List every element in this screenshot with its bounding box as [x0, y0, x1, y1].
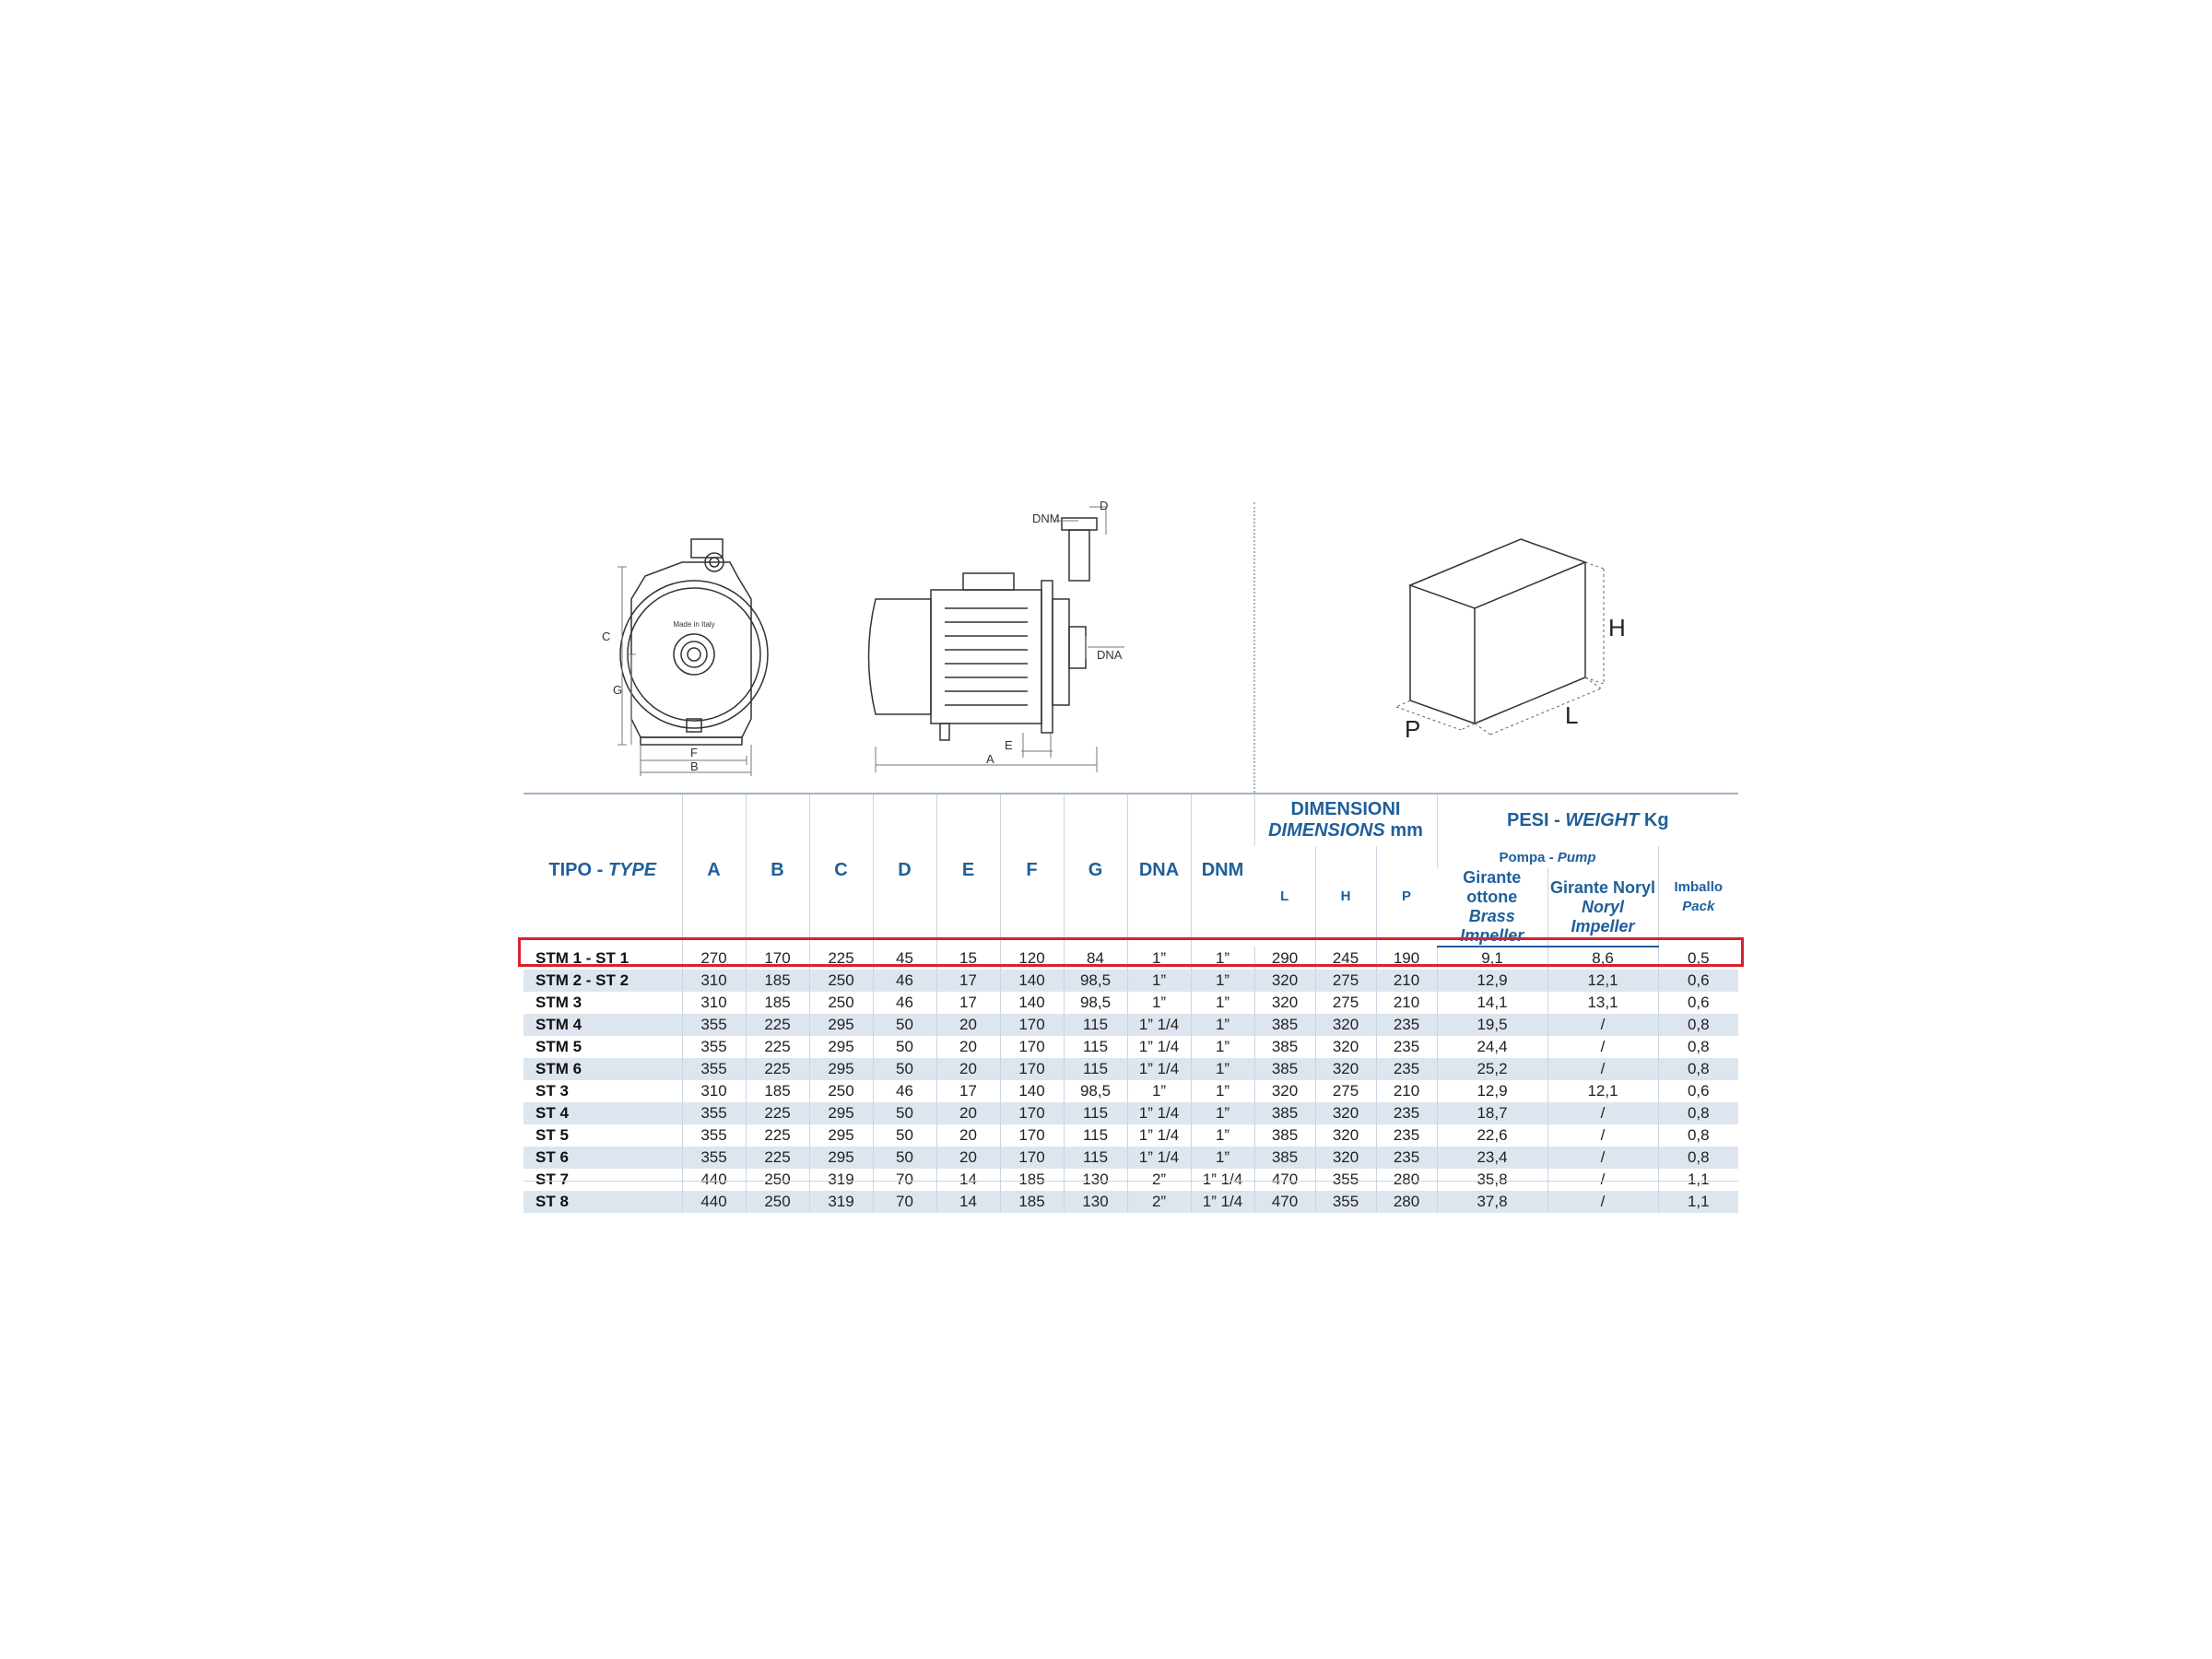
cell-dim-h: 320	[1315, 1102, 1376, 1124]
cell-e: 17	[936, 1080, 1000, 1102]
cell-weight-pack: 1,1	[1658, 1191, 1738, 1213]
cell-weight-brass: 23,4	[1437, 1147, 1547, 1169]
cell-b: 250	[746, 1169, 809, 1191]
cell-d: 50	[873, 1147, 936, 1169]
cell-f: 185	[1000, 1169, 1064, 1191]
header-girante-noryl-text: Girante Noryl	[1550, 877, 1656, 897]
header-dim-h: H	[1315, 846, 1376, 947]
vertical-divider	[1253, 502, 1255, 793]
cell-weight-noryl: /	[1547, 1147, 1658, 1169]
cell-dim-h: 275	[1315, 1080, 1376, 1102]
table-row	[524, 992, 1738, 1014]
cell-b: 225	[746, 1147, 809, 1169]
cell-weight-pack: 0,8	[1658, 1014, 1738, 1036]
cell-dim-l: 385	[1254, 1124, 1315, 1147]
dimension-e-label: E	[1005, 738, 1013, 752]
cell-dim-h: 275	[1315, 992, 1376, 1014]
pump-specifications-table	[524, 793, 1738, 1213]
cell-type: STM 5	[535, 1038, 582, 1055]
table-header	[524, 794, 1738, 947]
cell-weight-noryl: /	[1547, 1102, 1658, 1124]
cell-weight-noryl: /	[1547, 1191, 1658, 1213]
cell-a: 355	[682, 1102, 746, 1124]
cell-weight-pack: 0,6	[1658, 992, 1738, 1014]
cell-dim-h: 320	[1315, 1014, 1376, 1036]
pump-front-view-drawing	[590, 535, 802, 779]
header-col-dnm: DNM	[1191, 794, 1254, 947]
cell-f: 140	[1000, 970, 1064, 992]
cell-a: 355	[682, 1014, 746, 1036]
cell-g: 130	[1064, 1169, 1127, 1191]
cell-dim-l: 470	[1254, 1191, 1315, 1213]
cell-f: 120	[1000, 947, 1064, 970]
cell-g: 115	[1064, 1102, 1127, 1124]
cell-dim-p: 210	[1376, 992, 1437, 1014]
cell-dim-h: 320	[1315, 1124, 1376, 1147]
cell-d: 50	[873, 1014, 936, 1036]
cell-weight-noryl: 12,1	[1547, 970, 1658, 992]
cell-weight-brass: 18,7	[1437, 1102, 1547, 1124]
cell-d: 50	[873, 1124, 936, 1147]
cell-dna: 1”	[1127, 992, 1191, 1014]
header-brass-impeller	[1437, 868, 1547, 947]
cell-a: 310	[682, 992, 746, 1014]
cell-g: 115	[1064, 1124, 1127, 1147]
dimension-d-label: D	[1100, 499, 1109, 512]
cell-dim-l: 385	[1254, 1058, 1315, 1080]
cell-c: 250	[809, 1080, 873, 1102]
cell-dim-p: 210	[1376, 970, 1437, 992]
cell-d: 46	[873, 970, 936, 992]
cell-weight-pack: 0,8	[1658, 1036, 1738, 1058]
cell-b: 225	[746, 1102, 809, 1124]
cell-weight-noryl: /	[1547, 1169, 1658, 1191]
cell-dim-h: 320	[1315, 1036, 1376, 1058]
cell-a: 355	[682, 1036, 746, 1058]
cell-e: 20	[936, 1124, 1000, 1147]
cell-weight-noryl: 12,1	[1547, 1080, 1658, 1102]
cell-d: 50	[873, 1058, 936, 1080]
cell-weight-brass: 12,9	[1437, 1080, 1547, 1102]
cell-e: 20	[936, 1102, 1000, 1124]
cell-dnm: 1”	[1191, 1080, 1254, 1102]
cell-g: 98,5	[1064, 992, 1127, 1014]
cell-dna: 2”	[1127, 1169, 1191, 1191]
cell-type: ST 3	[535, 1082, 569, 1100]
cell-dnm: 1”	[1191, 992, 1254, 1014]
cell-a: 355	[682, 1147, 746, 1169]
cell-weight-pack: 0,5	[1658, 947, 1738, 970]
dimension-dna-label: DNA	[1097, 648, 1123, 662]
cell-dnm: 1”	[1191, 1014, 1254, 1036]
cell-b: 185	[746, 970, 809, 992]
header-dim-p: P	[1376, 846, 1437, 947]
cell-f: 170	[1000, 1147, 1064, 1169]
header-dim-l: L	[1280, 888, 1289, 904]
header-brass-impeller-text: Brass Impeller	[1460, 907, 1524, 945]
cell-g: 115	[1064, 1014, 1127, 1036]
cell-e: 14	[936, 1191, 1000, 1213]
cell-a: 310	[682, 1080, 746, 1102]
header-girante-ottone-text: Girante ottone	[1463, 868, 1522, 906]
cell-weight-noryl: 13,1	[1547, 992, 1658, 1014]
cell-g: 98,5	[1064, 1080, 1127, 1102]
cell-c: 295	[809, 1147, 873, 1169]
cell-e: 20	[936, 1036, 1000, 1058]
cell-weight-pack: 0,8	[1658, 1102, 1738, 1124]
cell-dnm: 1”	[1191, 1102, 1254, 1124]
cell-dim-l: 385	[1254, 1014, 1315, 1036]
cell-weight-brass: 24,4	[1437, 1036, 1547, 1058]
cell-weight-pack: 0,8	[1658, 1124, 1738, 1147]
dimension-c-label: C	[602, 629, 611, 643]
header-imballo-pack	[1658, 846, 1738, 947]
dimension-b-label: B	[690, 759, 699, 773]
cell-type: STM 4	[524, 1014, 682, 1036]
cell-weight-noryl: /	[1547, 1036, 1658, 1058]
cell-c: 295	[809, 1058, 873, 1080]
cell-weight-brass: 37,8	[1437, 1191, 1547, 1213]
cell-e: 20	[936, 1014, 1000, 1036]
cell-b: 250	[746, 1191, 809, 1213]
header-pompa-text: Pompa -	[1499, 849, 1558, 865]
table-row	[524, 1036, 1738, 1058]
cell-dna: 1” 1/4	[1127, 1124, 1191, 1147]
cell-dnm: 1”	[1191, 970, 1254, 992]
cell-d: 50	[873, 1102, 936, 1124]
cell-type: ST 7	[535, 1171, 569, 1188]
cell-e: 14	[936, 1169, 1000, 1191]
header-pompa-pump	[1437, 846, 1658, 868]
cell-d: 70	[873, 1169, 936, 1191]
header-col-c: C	[809, 794, 873, 947]
dimension-a-label: A	[986, 752, 994, 766]
cell-dim-p: 280	[1376, 1191, 1437, 1213]
header-type-text: TYPE	[607, 860, 657, 880]
box-l-label: L	[1565, 701, 1579, 729]
cell-g: 115	[1064, 1036, 1127, 1058]
cell-f: 170	[1000, 1124, 1064, 1147]
cell-dnm: 1” 1/4	[1191, 1169, 1254, 1191]
table-bottom-rule	[524, 1181, 1738, 1182]
cell-dim-h: 275	[1315, 970, 1376, 992]
cell-weight-noryl: 8,6	[1547, 947, 1658, 970]
cell-dim-h: 320	[1315, 1147, 1376, 1169]
cell-dim-l: 385	[1254, 1036, 1315, 1058]
table-row	[524, 1147, 1738, 1169]
cell-a: 440	[682, 1169, 746, 1191]
cell-g: 115	[1064, 1058, 1127, 1080]
box-p-label: P	[1405, 715, 1421, 742]
cell-g: 98,5	[1064, 970, 1127, 992]
cell-d: 46	[873, 1080, 936, 1102]
cell-dna: 1”	[1127, 970, 1191, 992]
cell-dnm: 1”	[1191, 1147, 1254, 1169]
box-h-label: H	[1608, 614, 1626, 641]
cell-type: STM 3	[535, 994, 582, 1011]
cell-dna: 1” 1/4	[1127, 1058, 1191, 1080]
cell-dim-p: 235	[1376, 1058, 1437, 1080]
header-col-e: E	[936, 794, 1000, 947]
cell-c: 319	[809, 1191, 873, 1213]
cell-f: 185	[1000, 1191, 1064, 1213]
cell-g: 115	[1064, 1147, 1127, 1169]
cell-f: 140	[1000, 992, 1064, 1014]
cell-dnm: 1”	[1191, 947, 1254, 970]
cell-dna: 1” 1/4	[1127, 1036, 1191, 1058]
header-dimensioni-text: DIMENSIONI	[1290, 799, 1401, 819]
cell-f: 170	[1000, 1058, 1064, 1080]
cell-b: 225	[746, 1058, 809, 1080]
cell-dim-p: 210	[1376, 1080, 1437, 1102]
cell-dna: 2”	[1127, 1191, 1191, 1213]
cell-dim-l: 385	[1254, 1102, 1315, 1124]
cell-c: 250	[809, 992, 873, 1014]
header-col-f: F	[1000, 794, 1064, 947]
cell-dna: 1” 1/4	[1127, 1147, 1191, 1169]
header-imballo-text: Imballo	[1674, 878, 1724, 895]
package-box-svg	[1364, 530, 1641, 742]
cell-weight-brass: 35,8	[1437, 1169, 1547, 1191]
cell-dim-p: 235	[1376, 1124, 1437, 1147]
cell-g: 130	[1064, 1191, 1127, 1213]
cell-weight-noryl: /	[1547, 1014, 1658, 1036]
table-row	[524, 970, 1738, 992]
table-row	[524, 1102, 1738, 1124]
cell-b: 185	[746, 992, 809, 1014]
header-kg-text: Kg	[1639, 809, 1669, 830]
cell-dnm: 1”	[1191, 1058, 1254, 1080]
cell-dim-l: 290	[1254, 947, 1315, 970]
header-tipo-text: TIPO -	[548, 860, 608, 880]
header-col-d: D	[873, 794, 936, 947]
highlighted-row-frame	[518, 937, 1744, 967]
cell-f: 170	[1000, 1102, 1064, 1124]
cell-dnm: 1”	[1191, 1124, 1254, 1147]
cell-dim-l: 385	[1254, 1147, 1315, 1169]
header-noryl-impeller	[1547, 868, 1658, 947]
cell-dim-p: 235	[1376, 1102, 1437, 1124]
header-col-g: G	[1064, 794, 1127, 947]
package-box-drawing	[1364, 530, 1641, 742]
cell-dim-p: 190	[1376, 947, 1437, 970]
cell-weight-brass: 12,9	[1437, 970, 1547, 992]
cell-weight-pack: 0,6	[1658, 1080, 1738, 1102]
cell-dim-p: 280	[1376, 1169, 1437, 1191]
cell-d: 45	[873, 947, 936, 970]
cell-a: 310	[682, 970, 746, 992]
cell-e: 20	[936, 1058, 1000, 1080]
header-weights	[1437, 794, 1738, 846]
cell-type: STM 6	[524, 1058, 682, 1080]
cell-weight-pack: 1,1	[1658, 1169, 1738, 1191]
cell-f: 170	[1000, 1014, 1064, 1036]
header-mm-text: mm	[1384, 820, 1423, 841]
cell-d: 50	[873, 1036, 936, 1058]
cell-dnm: 1”	[1191, 1036, 1254, 1058]
header-weight-text: WEIGHT	[1565, 809, 1640, 830]
header-col-b: B	[746, 794, 809, 947]
cell-c: 250	[809, 970, 873, 992]
cell-type: ST 5	[535, 1126, 569, 1144]
cell-type: ST 8	[524, 1191, 682, 1213]
cell-dna: 1”	[1127, 947, 1191, 970]
cell-weight-pack: 0,6	[1658, 970, 1738, 992]
cell-d: 70	[873, 1191, 936, 1213]
brand-marking: Made in Italy	[673, 620, 715, 629]
cell-weight-brass: 25,2	[1437, 1058, 1547, 1080]
cell-c: 295	[809, 1102, 873, 1124]
table-row	[524, 1124, 1738, 1147]
header-col-a: A	[682, 794, 746, 947]
header-dimensions	[1254, 794, 1437, 846]
cell-weight-brass: 14,1	[1437, 992, 1547, 1014]
header-pesi-text: PESI -	[1506, 809, 1566, 830]
cell-a: 355	[682, 1124, 746, 1147]
cell-a: 440	[682, 1191, 746, 1213]
cell-dim-p: 235	[1376, 1147, 1437, 1169]
cell-b: 225	[746, 1036, 809, 1058]
cell-dim-h: 355	[1315, 1169, 1376, 1191]
cell-dim-l: 470	[1254, 1169, 1315, 1191]
cell-dna: 1”	[1127, 1080, 1191, 1102]
table-row	[524, 1014, 1738, 1036]
cell-dna: 1” 1/4	[1127, 1014, 1191, 1036]
cell-dim-p: 235	[1376, 1036, 1437, 1058]
header-noryl-impeller-text: Noryl Impeller	[1571, 897, 1635, 935]
cell-dim-h: 245	[1315, 947, 1376, 970]
cell-b: 225	[746, 1014, 809, 1036]
header-col-dna: DNA	[1127, 794, 1191, 947]
cell-type: ST 4	[524, 1102, 682, 1124]
table-row	[524, 1169, 1738, 1191]
cell-weight-brass: 22,6	[1437, 1124, 1547, 1147]
cell-c: 319	[809, 1169, 873, 1191]
cell-c: 295	[809, 1036, 873, 1058]
cell-dnm: 1” 1/4	[1191, 1191, 1254, 1213]
table-row	[524, 1080, 1738, 1102]
dimension-dnm-label: DNM	[1032, 512, 1060, 525]
cell-e: 17	[936, 992, 1000, 1014]
cell-type: ST 6	[524, 1147, 682, 1169]
cell-c: 295	[809, 1014, 873, 1036]
cell-a: 355	[682, 1058, 746, 1080]
cell-weight-brass: 19,5	[1437, 1014, 1547, 1036]
table-row	[524, 1058, 1738, 1080]
cell-b: 170	[746, 947, 809, 970]
cell-f: 140	[1000, 1080, 1064, 1102]
cell-a: 270	[682, 947, 746, 970]
cell-type: STM 2 - ST 2	[524, 970, 682, 992]
cell-weight-noryl: /	[1547, 1058, 1658, 1080]
header-tipo-type	[524, 794, 682, 947]
cell-weight-noryl: /	[1547, 1124, 1658, 1147]
header-pump-text: Pump	[1557, 849, 1596, 865]
pump-side-view-svg	[857, 498, 1171, 779]
cell-weight-brass: 9,1	[1437, 947, 1547, 970]
pump-side-view-drawing	[857, 498, 1171, 779]
header-dimensions-line	[1255, 820, 1437, 841]
cell-e: 20	[936, 1147, 1000, 1169]
cell-g: 84	[1064, 947, 1127, 970]
dimension-g-label: G	[613, 683, 623, 697]
cell-dim-l: 320	[1254, 1080, 1315, 1102]
header-pack-text: Pack	[1682, 898, 1715, 914]
cell-c: 295	[809, 1124, 873, 1147]
cell-dna: 1” 1/4	[1127, 1102, 1191, 1124]
cell-f: 170	[1000, 1036, 1064, 1058]
cell-weight-pack: 0,8	[1658, 1147, 1738, 1169]
cell-e: 17	[936, 970, 1000, 992]
cell-dim-l: 320	[1254, 970, 1315, 992]
cell-e: 15	[936, 947, 1000, 970]
cell-d: 46	[873, 992, 936, 1014]
cell-c: 225	[809, 947, 873, 970]
header-dimensions-text: DIMENSIONS	[1268, 820, 1385, 841]
cell-dim-p: 235	[1376, 1014, 1437, 1036]
dimension-f-label: F	[690, 746, 698, 759]
cell-weight-pack: 0,8	[1658, 1058, 1738, 1080]
table-row	[524, 1191, 1738, 1213]
cell-b: 225	[746, 1124, 809, 1147]
cell-dim-h: 355	[1315, 1191, 1376, 1213]
cell-dim-h: 320	[1315, 1058, 1376, 1080]
cell-b: 185	[746, 1080, 809, 1102]
cell-type: STM 1 - ST 1	[535, 948, 629, 967]
cell-dim-l: 320	[1254, 992, 1315, 1014]
table-body	[524, 947, 1738, 1213]
pump-front-view-svg	[590, 535, 802, 779]
